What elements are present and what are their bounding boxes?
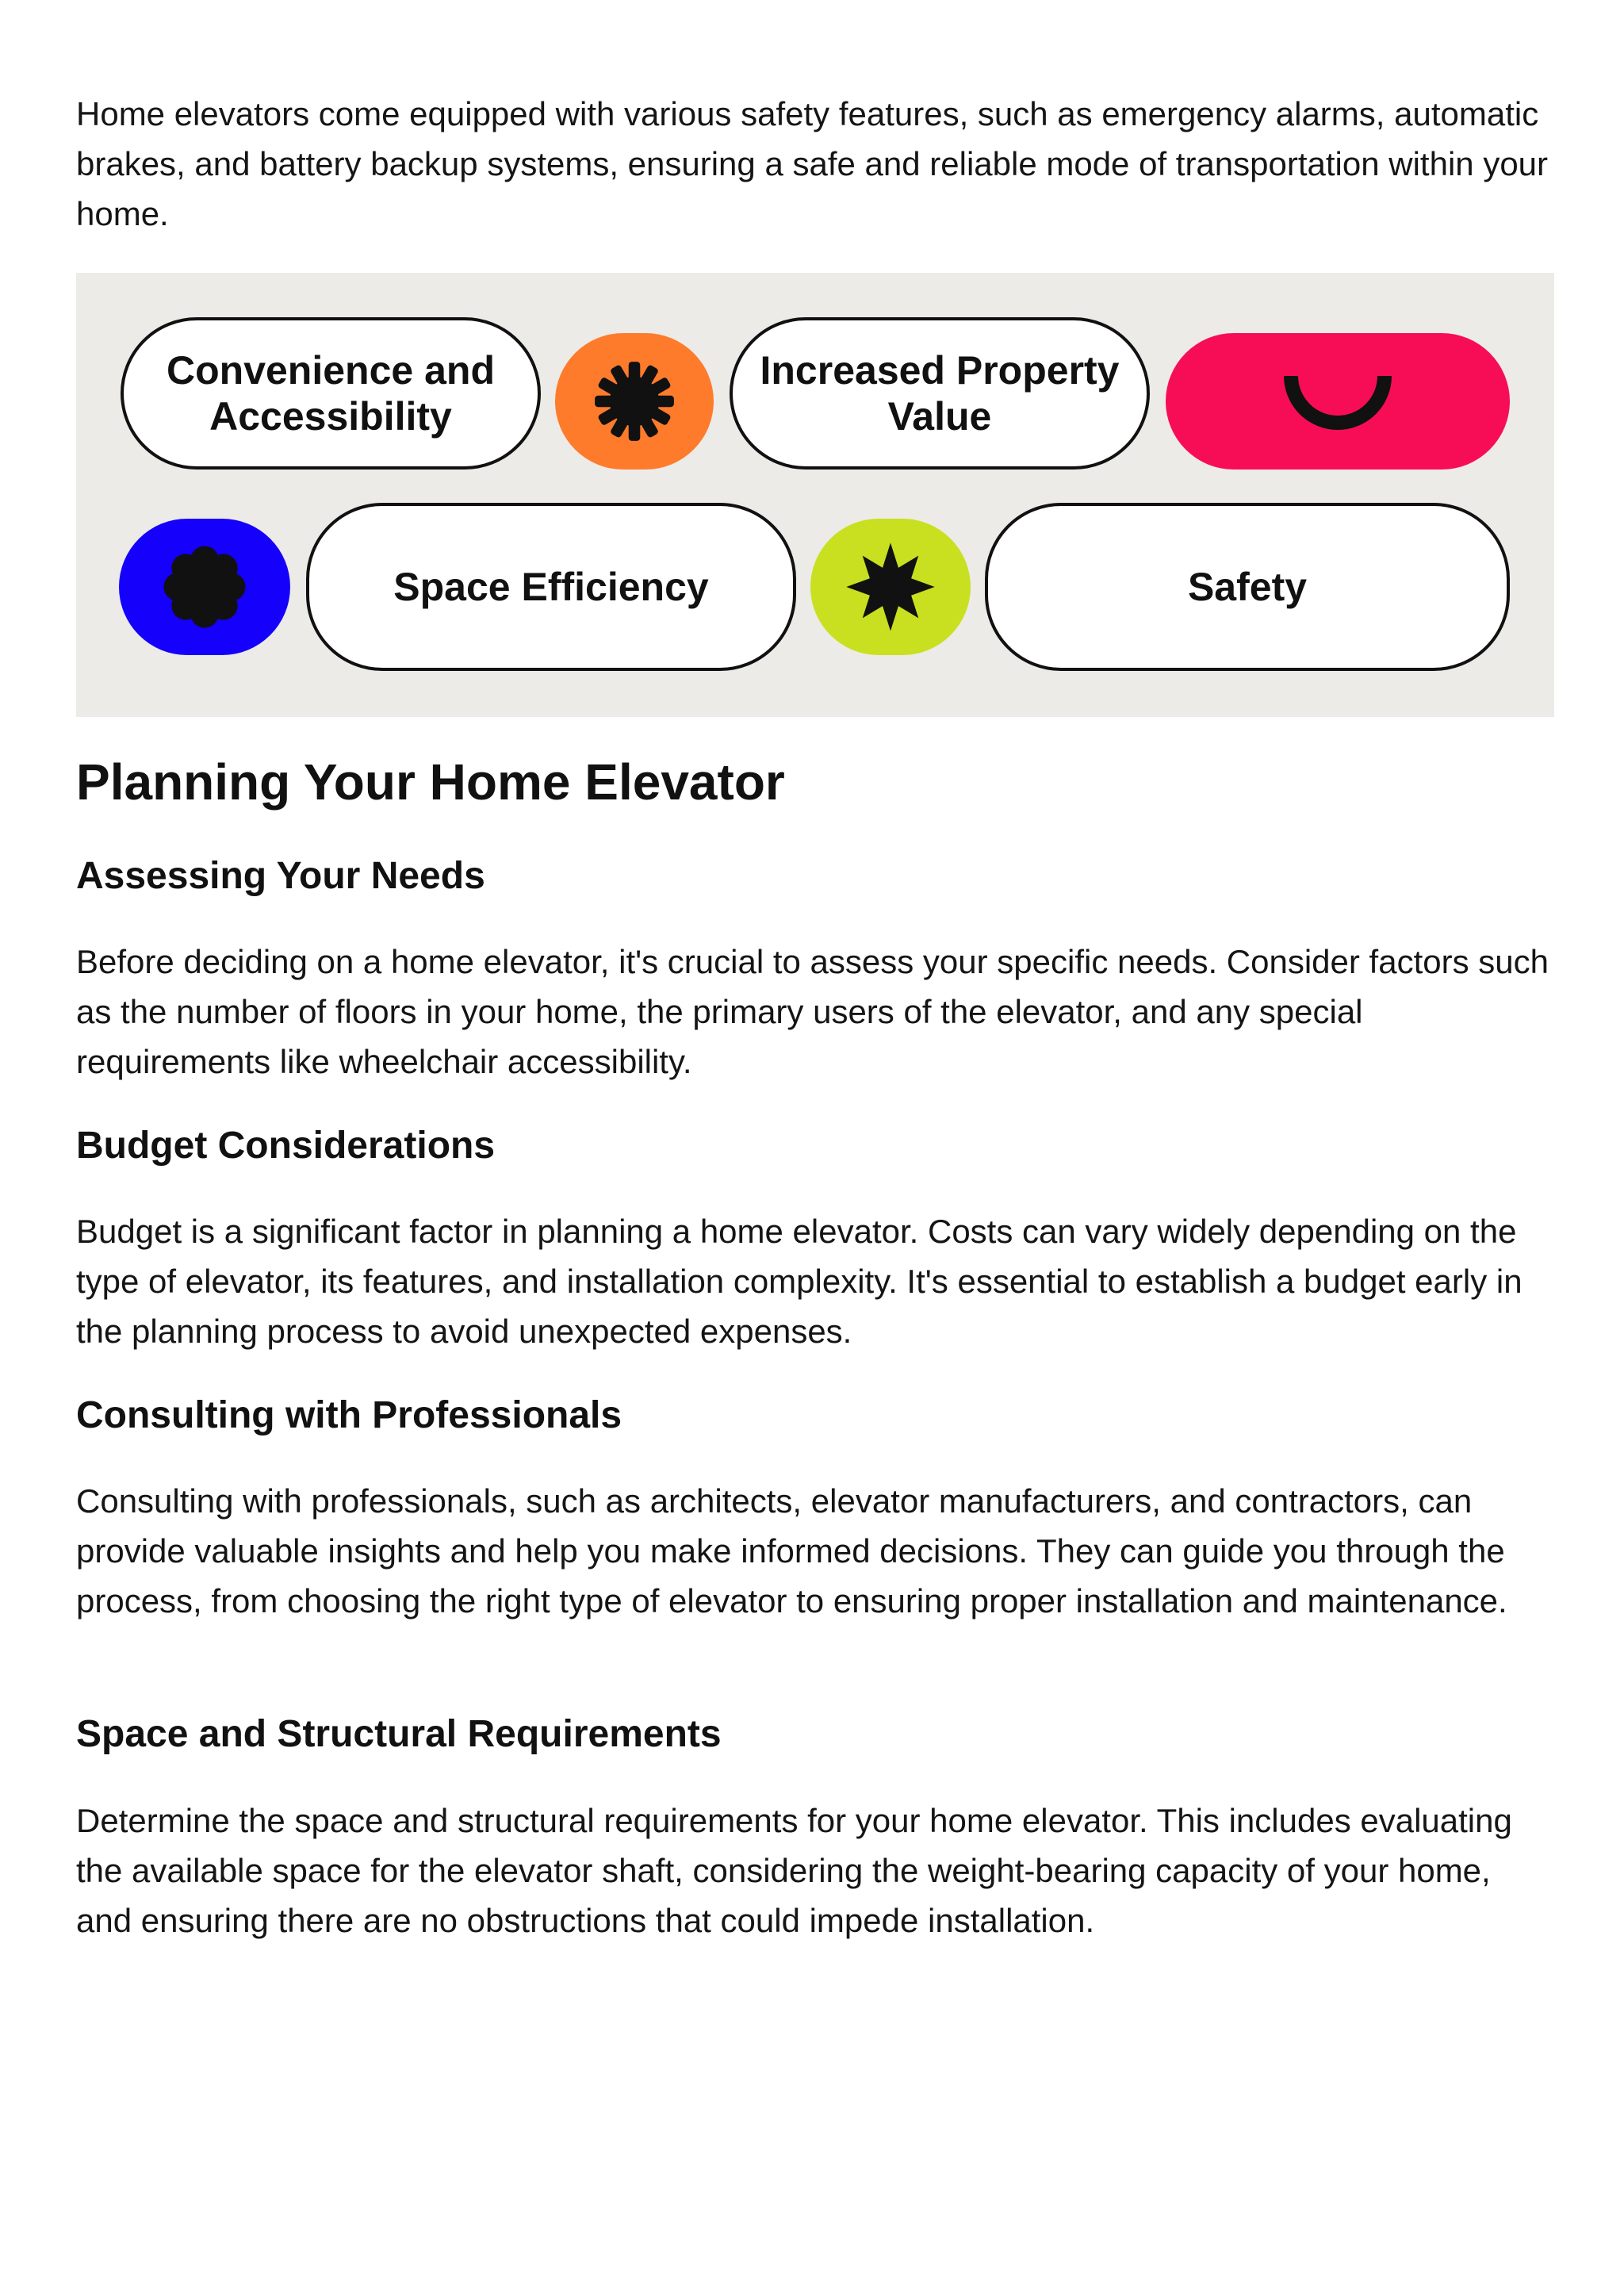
feature-label: Safety [1187, 565, 1308, 609]
feature-label: Space Efficiency [393, 565, 709, 609]
star-icon [845, 541, 936, 633]
pink-badge [1166, 333, 1510, 470]
flower-icon [160, 542, 249, 631]
feature-pill-property-value [730, 317, 1150, 470]
subsection-heading: Budget Considerations [76, 1125, 496, 1167]
feature-pill-convenience [121, 317, 541, 470]
smile-icon [1278, 370, 1397, 433]
feature-label: Convenience and Accessibility [167, 348, 495, 439]
subsection-heading: Consulting with Professionals [76, 1394, 622, 1436]
lime-badge [810, 519, 971, 655]
subsection-heading: Assessing Your Needs [76, 855, 485, 897]
feature-pill-safety [985, 503, 1510, 671]
subsection-heading: Space and Structural Requirements [76, 1713, 722, 1755]
subsection-paragraph: Before deciding on a home elevator, it's crucial to assess your specific needs. Consider factors such as the number of floors in your home, the primary users of the elevator, and any special requirements like wheelchair accessibility. [76, 943, 1549, 1080]
subsection-paragraph: Budget is a significant factor in planning a home elevator. Costs can vary widely depending on the type of elevator, its features, and installation complexity. It's essential to establish a budget early in the planning process to avoid unexpected expenses. [76, 1213, 1522, 1350]
subsection-paragraph: Consulting with professionals, such as architects, elevator manufacturers, and contractors, can provide valuable insights and help you make informed decisions. They can guide you through the process, from choosing the right type of elevator to ensuring proper installation and maintenance. [76, 1482, 1507, 1619]
section-title: Planning Your Home Elevator [76, 753, 785, 811]
subsection-paragraph: Determine the space and structural requirements for your home elevator. This includes evaluating the available space for the elevator shaft, considering the weight-bearing capacity of your home, and ensuring there are no obstructions that could impede installation. [76, 1802, 1512, 1939]
feature-label: Increased Property Value [760, 348, 1120, 439]
intro-paragraph: Home elevators come equipped with various safety features, such as emergency alarms, automatic brakes, and battery backup systems, ensuring a safe and reliable mode of transportation within your home. [76, 95, 1549, 232]
orange-badge [555, 333, 714, 470]
feature-pill-space-efficiency [306, 503, 796, 671]
starburst-icon [593, 360, 676, 443]
features-panel [76, 273, 1554, 717]
blue-badge [119, 519, 290, 655]
